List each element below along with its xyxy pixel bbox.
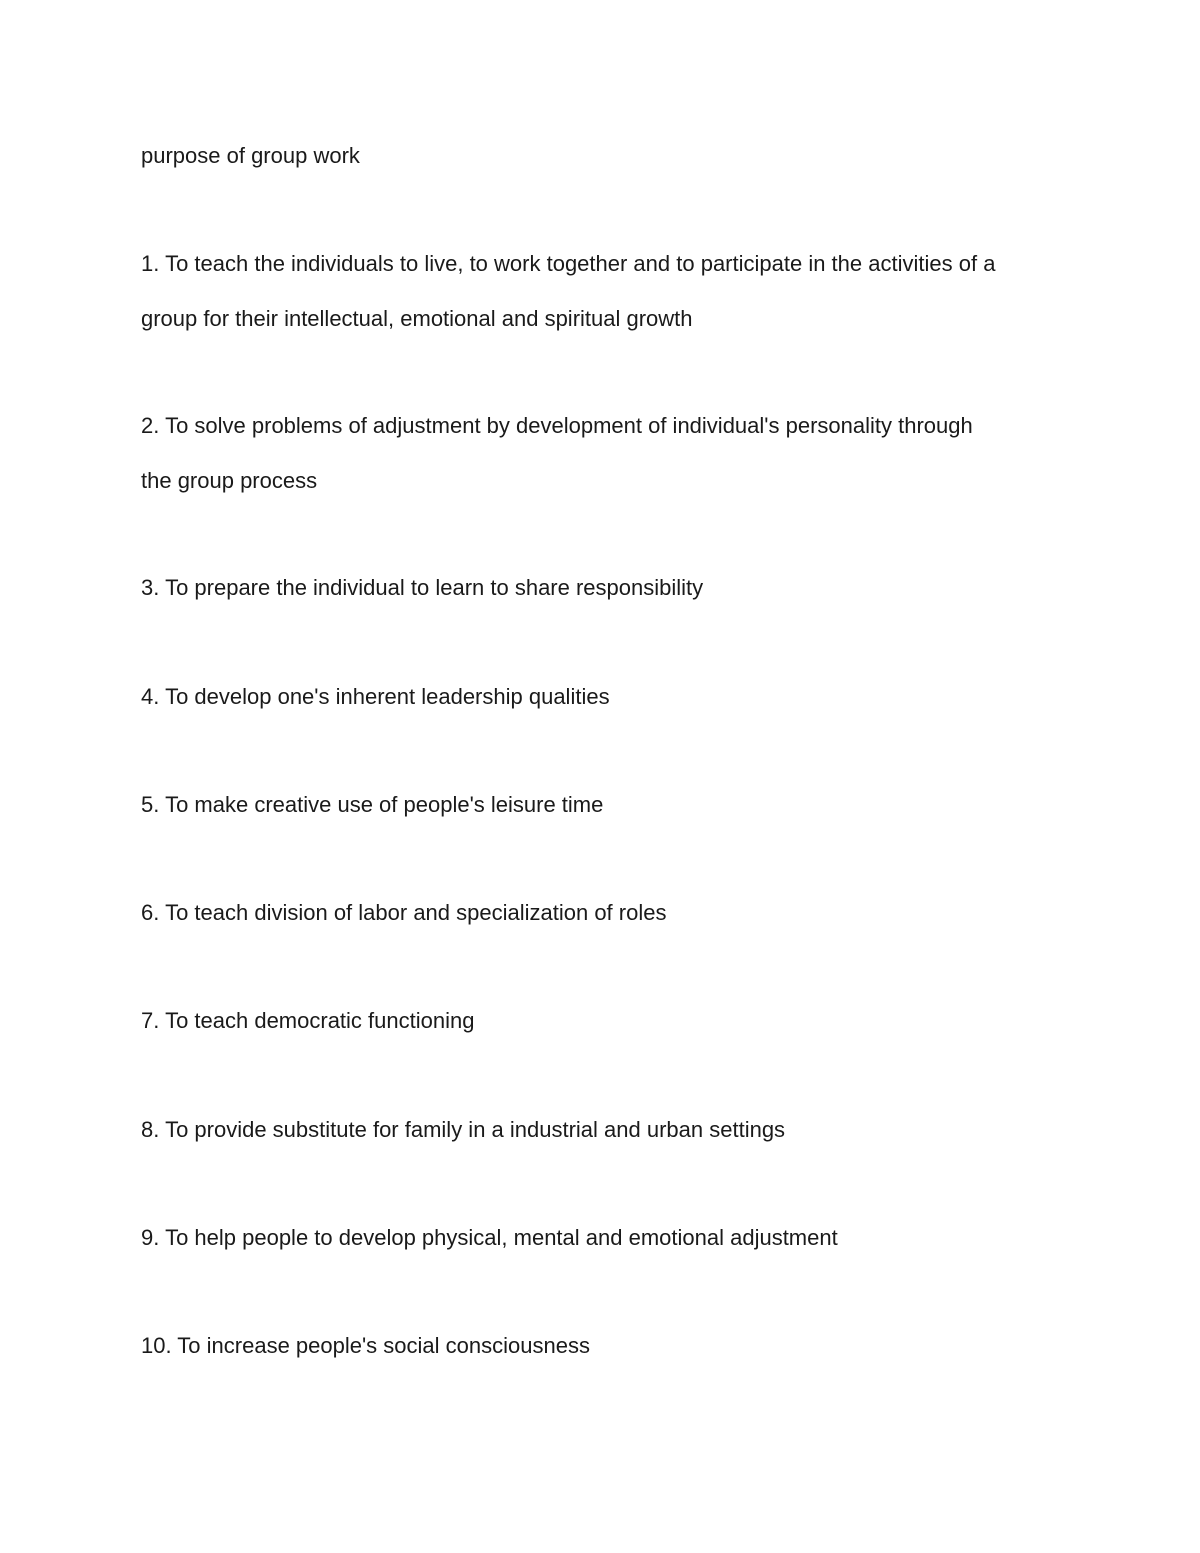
list-item-10: 10. To increase people's social consciousness: [141, 1333, 590, 1358]
list-item-8: 8. To provide substitute for family in a industrial and urban settings: [141, 1117, 786, 1142]
list-item-1-line-2: group for their intellectual, emotional and spiritual growth: [141, 306, 693, 331]
list-item-1-line-1: 1. To teach the individuals to live, to work together and to participate in the activities of a: [141, 251, 996, 276]
document-title: purpose of group work: [141, 143, 360, 168]
list-item-5: 5. To make creative use of people's leisure time: [141, 792, 604, 817]
list-item-3: 3. To prepare the individual to learn to share responsibility: [141, 575, 704, 600]
list-item-7: 7. To teach democratic functioning: [141, 1008, 475, 1033]
list-item-4: 4. To develop one's inherent leadership qualities: [141, 684, 610, 709]
list-item-6: 6. To teach division of labor and specialization of roles: [141, 900, 667, 925]
list-item-2-line-2: the group process: [141, 468, 318, 493]
list-item-9: 9. To help people to develop physical, mental and emotional adjustment: [141, 1225, 838, 1250]
list-item-2-line-1: 2. To solve problems of adjustment by development of individual's personality through: [141, 413, 973, 438]
